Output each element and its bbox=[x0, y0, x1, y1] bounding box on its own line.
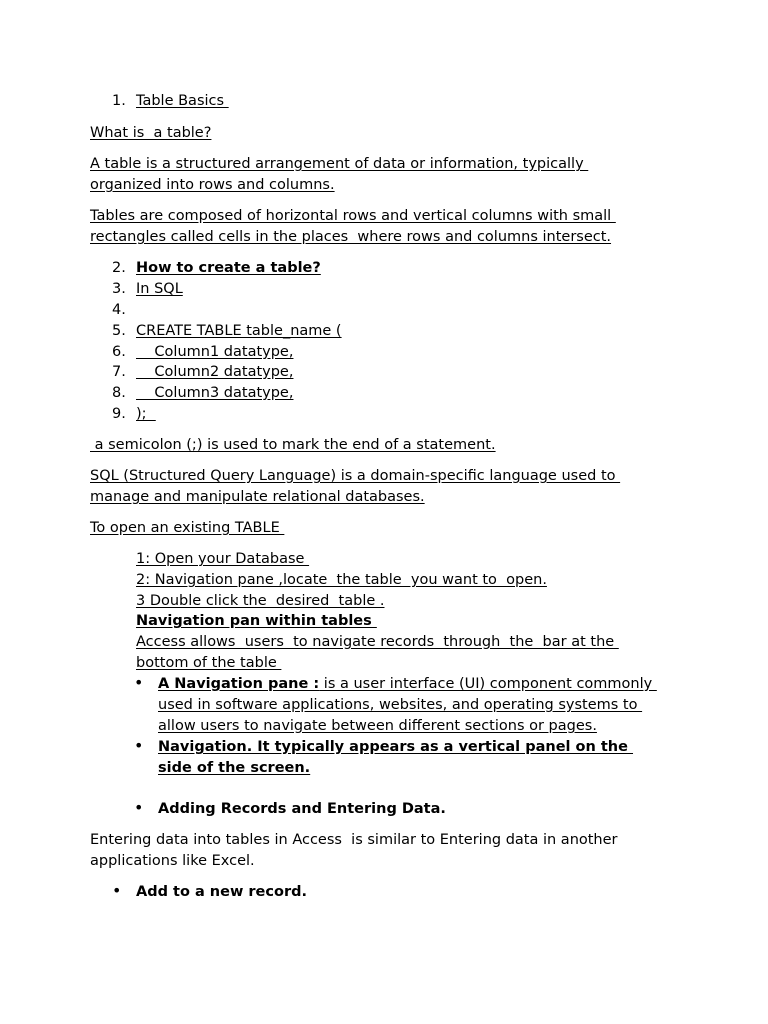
bullet-add-new-record: Add to a new record. bbox=[136, 884, 307, 900]
bullet-icon: • bbox=[134, 736, 144, 755]
paragraph-table-definition-line1: A table is a structured arrangement of data or information, typically bbox=[90, 156, 589, 172]
entering-data-paragraph-line2: applications like Excel. bbox=[90, 853, 255, 869]
bullet-icon: • bbox=[134, 798, 144, 817]
bullet-icon: • bbox=[112, 881, 122, 900]
sql-definition-line2: manage and manipulate relational databases. bbox=[90, 489, 425, 505]
bullet-navigation-pane-rest: is a user interface (UI) component commonly bbox=[319, 676, 657, 692]
list-number: 7. bbox=[112, 364, 126, 380]
list-number: 5. bbox=[112, 323, 126, 339]
paragraph-table-composition-line2: rectangles called cells in the places where rows and columns intersect. bbox=[90, 229, 612, 245]
question-what-is-table: What is a table? bbox=[90, 125, 212, 141]
bullet-navigation-pane-bold: A Navigation pane : bbox=[158, 676, 320, 692]
open-step-2: 2: Navigation pane ,locate the table you want to open. bbox=[136, 572, 547, 588]
bullet-navigation-pane-line2: used in software applications, websites, and operating systems to bbox=[158, 697, 643, 713]
open-table-heading: To open an existing TABLE bbox=[90, 520, 285, 536]
bullet-navigation-pane-line1 bbox=[158, 674, 657, 694]
list-number: 6. bbox=[112, 344, 126, 360]
bullet-navigation-pane-line3: allow users to navigate between different sections or pages. bbox=[158, 718, 597, 734]
list-number: 8. bbox=[112, 385, 126, 401]
bullet-vertical-panel-line1: Navigation. It typically appears as a vertical panel on the bbox=[158, 739, 634, 755]
paragraph-table-composition-line1: Tables are composed of horizontal rows and vertical columns with small bbox=[90, 208, 616, 224]
list-number: 9. bbox=[112, 406, 126, 422]
list-item-create-table: CREATE TABLE table_name ( bbox=[136, 323, 342, 339]
bullet-adding-records: Adding Records and Entering Data. bbox=[158, 801, 446, 817]
list-item-close-paren: ); bbox=[136, 406, 156, 422]
list-item-in-sql: In SQL bbox=[136, 281, 183, 297]
list-number: 1. bbox=[112, 93, 126, 109]
bullet-vertical-panel-line2: side of the screen. bbox=[158, 760, 311, 776]
list-item-column2: Column2 datatype, bbox=[136, 364, 294, 380]
navigation-heading: Navigation pan within tables bbox=[136, 613, 377, 629]
list-item-column3: Column3 datatype, bbox=[136, 385, 294, 401]
entering-data-paragraph-line1: Entering data into tables in Access is similar to Entering data in another bbox=[90, 832, 623, 848]
list-item-column1: Column1 datatype, bbox=[136, 344, 294, 360]
section-heading-table-basics: Table Basics bbox=[136, 93, 229, 109]
bullet-icon: • bbox=[134, 673, 144, 692]
navigation-paragraph-line2: bottom of the table bbox=[136, 655, 282, 671]
list-number: 2. bbox=[112, 260, 126, 276]
list-number: 3. bbox=[112, 281, 126, 297]
paragraph-table-definition-line2: organized into rows and columns. bbox=[90, 177, 335, 193]
navigation-paragraph-line1: Access allows users to navigate records through the bar at the bbox=[136, 634, 619, 650]
list-number: 4. bbox=[112, 302, 126, 318]
open-step-1: 1: Open your Database bbox=[136, 551, 310, 567]
semicolon-note: a semicolon (;) is used to mark the end of a statement. bbox=[90, 437, 496, 453]
open-step-3: 3 Double click the desired table . bbox=[136, 593, 385, 609]
list-item-how-to-create: How to create a table? bbox=[136, 260, 321, 276]
sql-definition-line1: SQL (Structured Query Language) is a domain-specific language used to bbox=[90, 468, 621, 484]
